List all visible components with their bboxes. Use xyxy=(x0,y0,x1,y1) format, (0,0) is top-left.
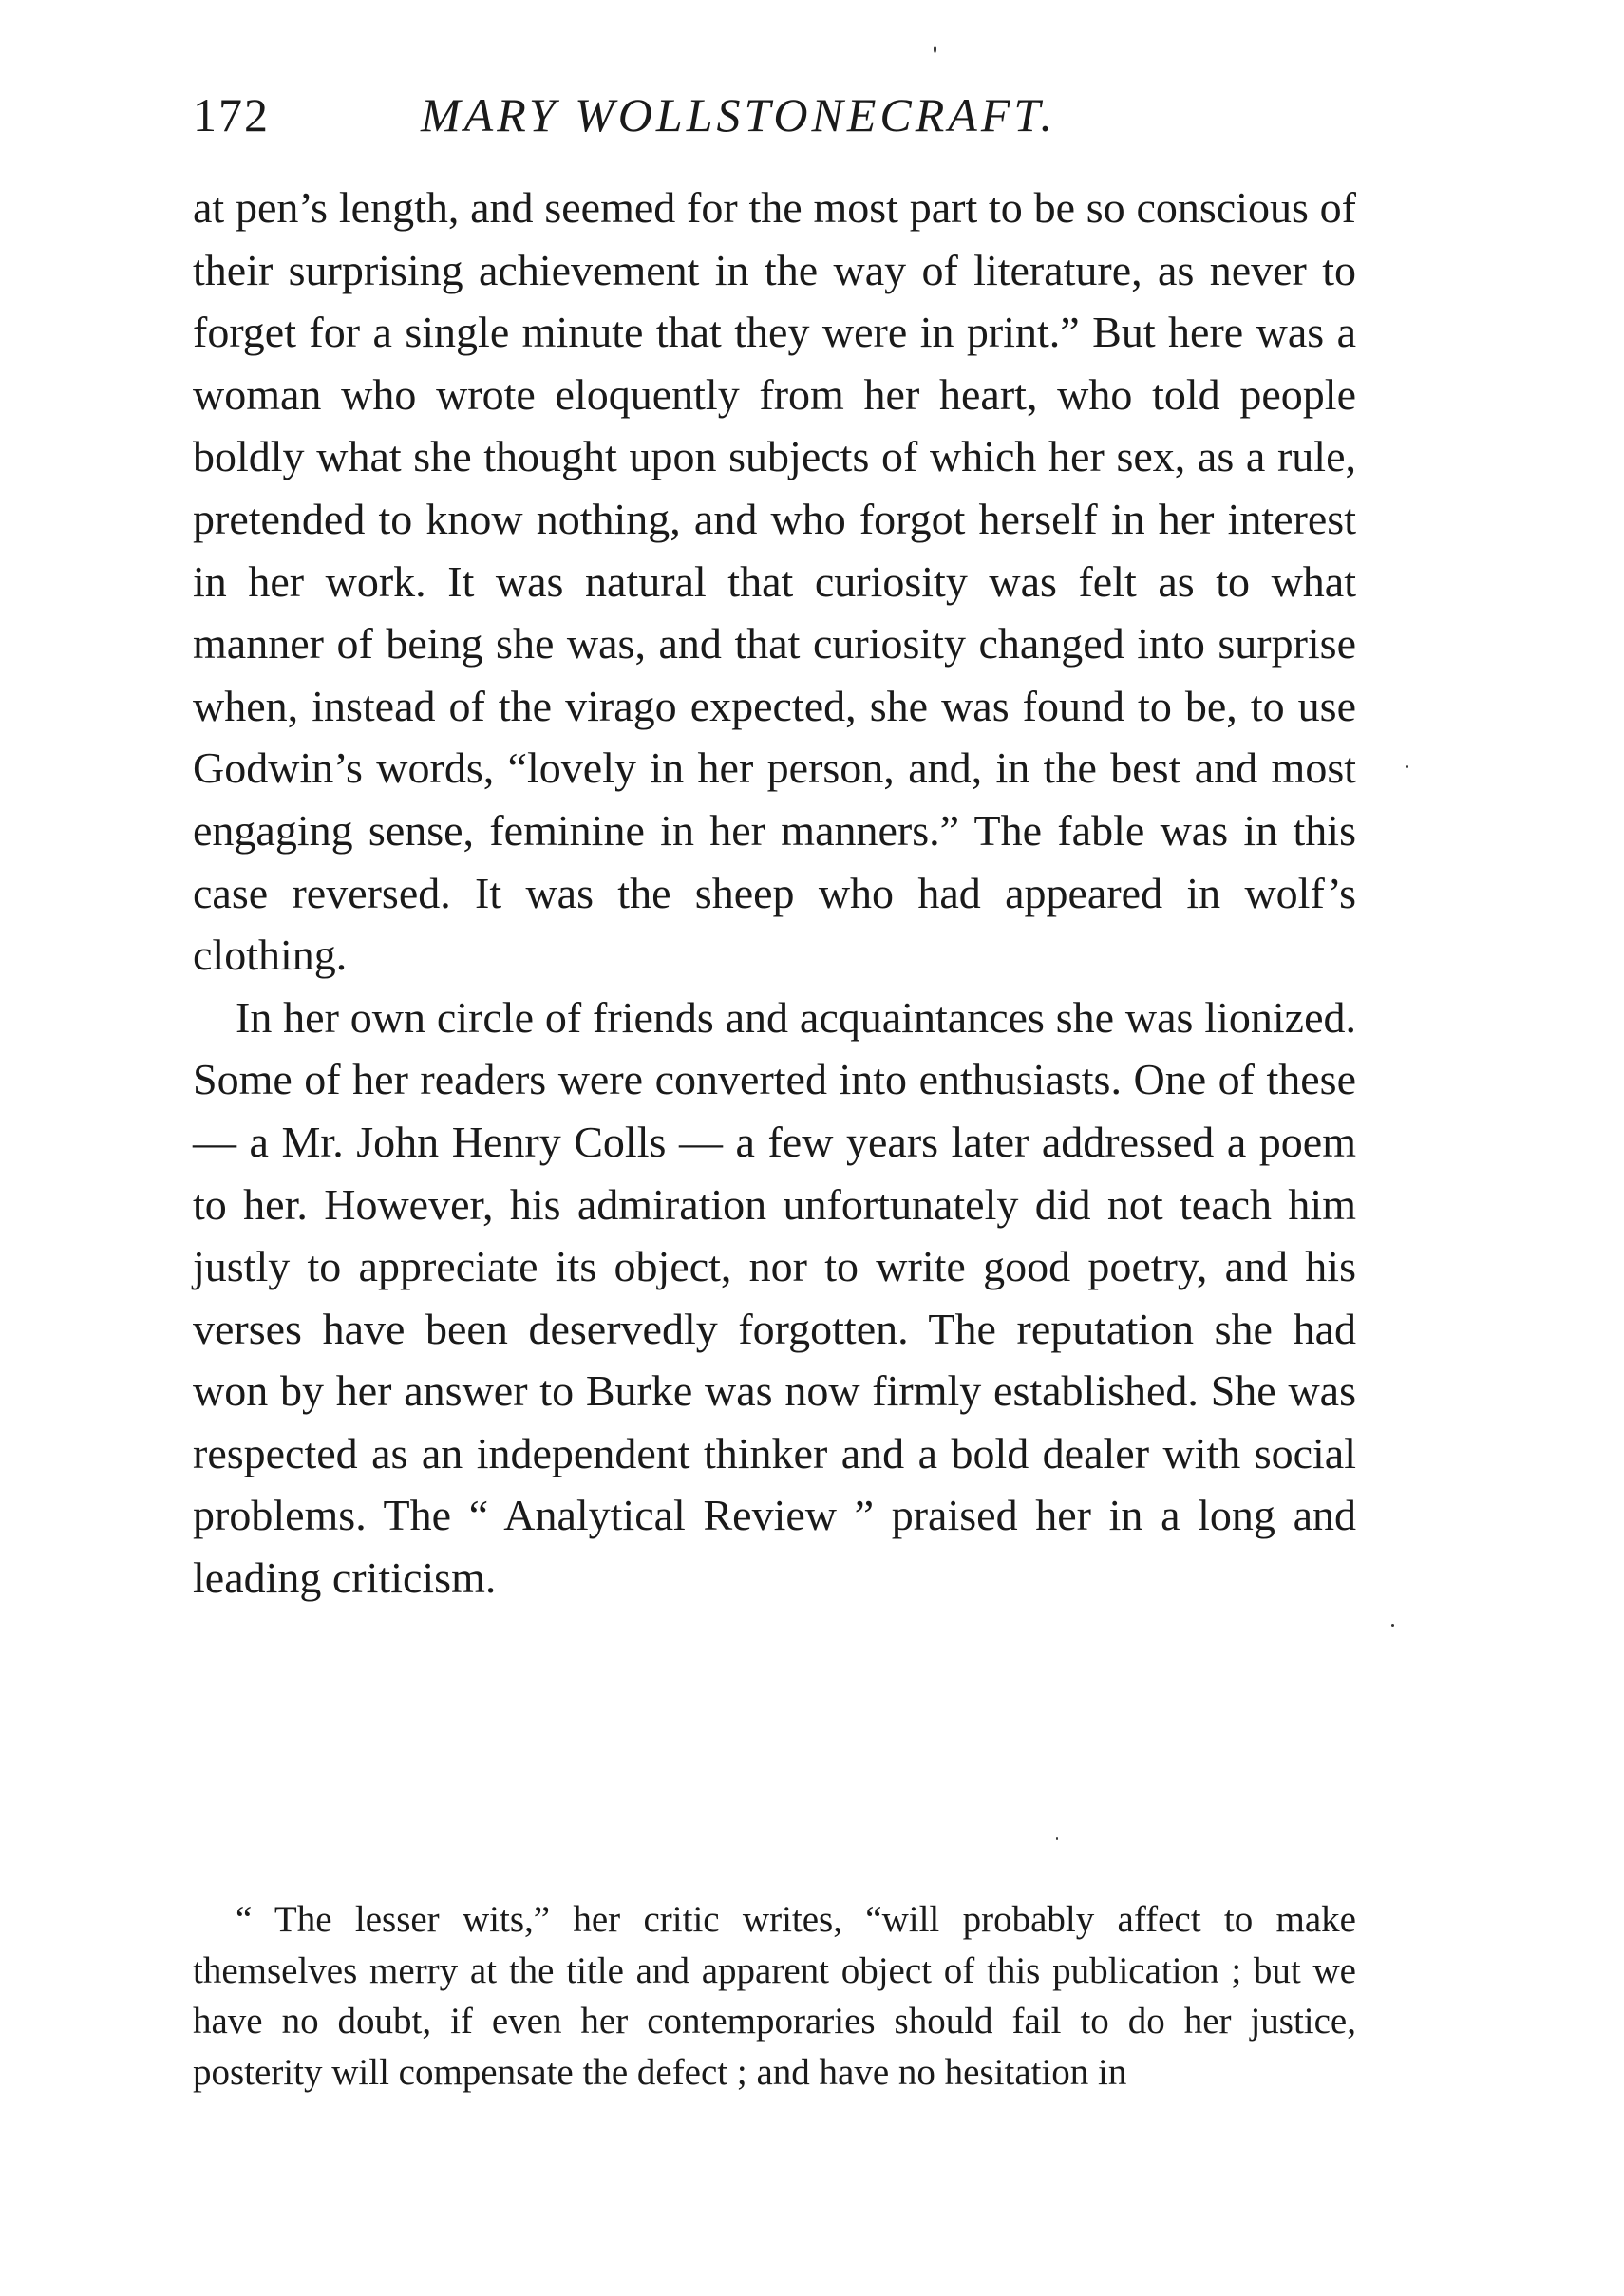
paragraph-2: In her own circle of friends and acquaintances she was lionized. Some of her readers were converted into enthusiasts. One of these — a Mr. John Henry Colls — a few years later addressed a poem to her. However, his admiration unfortunately did not teach him justly to appreciate its object, nor to write good poetry, and his verses have been deservedly forgotten. The reputation she had won by her answer to Burke was now firmly established. She was respected as an independent thinker and a bold dealer with social problems. The “ Analytical Review ” praised her in a long and leading criticism. xyxy=(193,992,1356,1603)
quote-text: “ The lesser wits,” her critic writes, “will probably affect to make themselves merry at the title and apparent object of this publication ; but we have no doubt, if even her contemporaries should fail to do her justice, posterity will compensate the defect ; and have no hesitation in xyxy=(193,1899,1356,2093)
print-speck xyxy=(934,46,936,53)
page-number: 172 xyxy=(193,88,270,141)
print-speck xyxy=(1391,1624,1394,1627)
block-quote xyxy=(193,1894,1356,2098)
paragraph-1: at pen’s length, and seemed for the most part to be so conscious of their surprising achievement in the way of literature, as never to forget for a single minute that they were in print.” But here was a woman who wrote eloquently from her heart, who told people boldly what she thought upon subjects of which her sex, as a rule, pretended to know nothing, and who forgot herself in her interest in her work. It was natural that curiosity was felt as to what manner of being she was, and that curiosity changed into surprise when, instead of the virago expected, she was found to be, to use Godwin’s words, “lovely in her person, and, in the best and most engaging sense, feminine in her manners.” The fable was in this case reversed. It was the sheep who had appeared in wolf’s clothing. xyxy=(193,183,1356,980)
print-speck xyxy=(1406,765,1408,768)
page-header xyxy=(193,87,1356,163)
body-text xyxy=(193,177,1356,1609)
print-speck xyxy=(1056,1837,1058,1840)
running-title: MARY WOLLSTONECRAFT. xyxy=(421,88,1056,141)
